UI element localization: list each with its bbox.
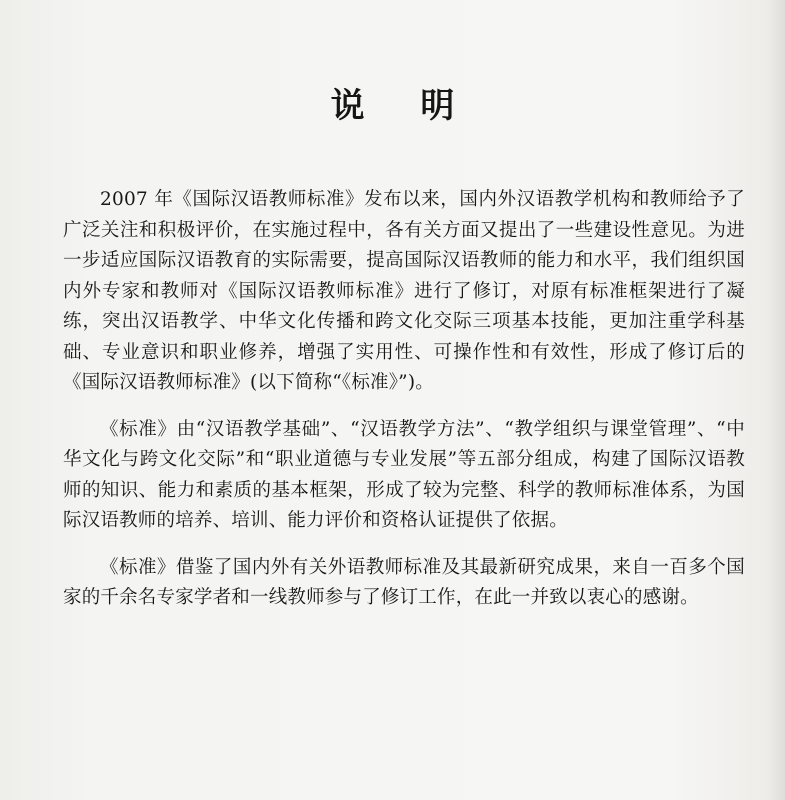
document-body [63,185,745,630]
paragraph-1: 2007 年《国际汉语教师标准》发布以来，国内外汉语教学机构和教师给予了广泛关注和积极评价，在实施过程中，各有关方面又提出了一些建设性意见。为进一步适应国际汉语教育的实际需要，提高国际汉语教师的能力和水平，我们组织国内外专家和教师对《国际汉语教师标准》进行了修订，对原有标准框架进行了凝练，突出汉语教学、中华文化传播和跨文化交际三项基本技能，更加注重学科基础、专业意识和职业修养，增强了实用性、可操作性和有效性，形成了修订后的《国际汉语教师标准》(以下简称“《标准》”)。 [63,189,745,393]
page-title: 说 明 [330,86,477,126]
paragraph-2: 《标准》由“汉语教学基础”、“汉语教学方法”、“教学组织与课堂管理”、“中华文化与跨文化交际”和“职业道德与专业发展”等五部分组成，构建了国际汉语教师的知识、能力和素质的基本框架，形成了较为完整、科学的教师标准体系，为国际汉语教师的培养、培训、能力评价和资格认证提供了依据。 [63,418,745,531]
paragraph-3: 《标准》借鉴了国内外有关外语教师标准及其最新研究成果，来自一百多个国家的千余名专家学者和一线教师参与了修订工作，在此一并致以衷心的感谢。 [63,556,745,608]
